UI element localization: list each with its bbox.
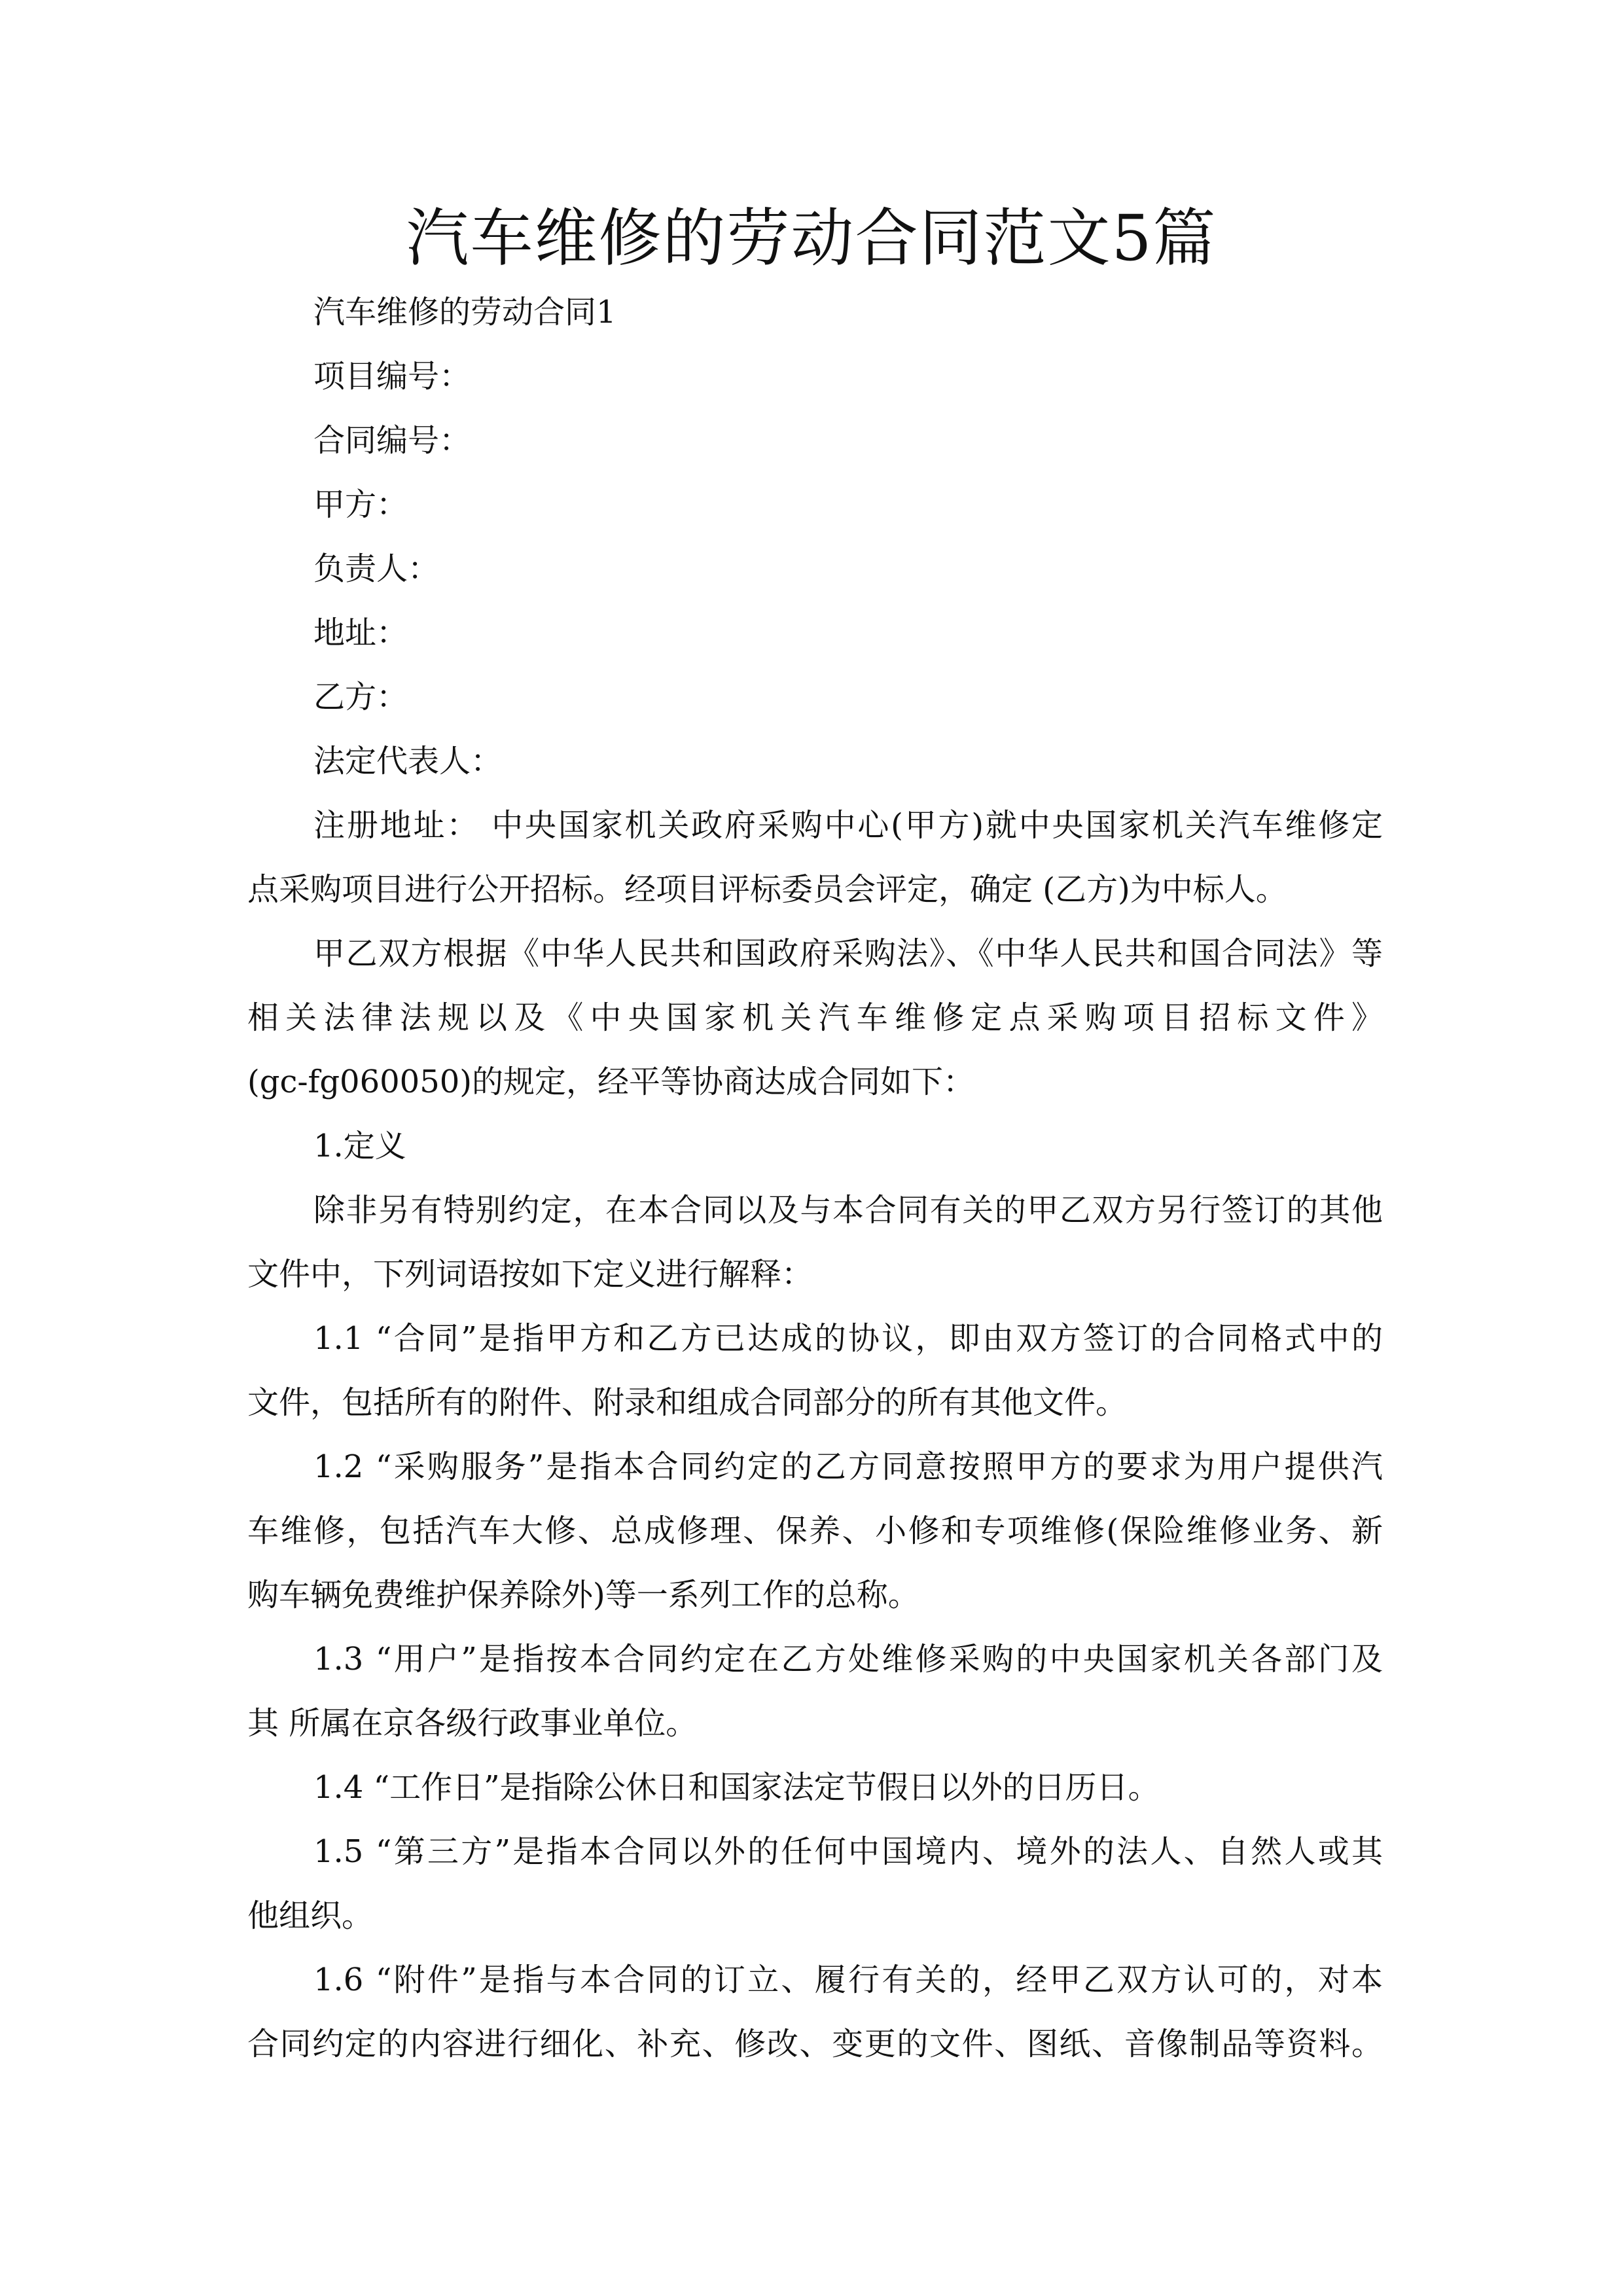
text-line: 车维修，包括汽车大修、总成修理、保养、小修和专项维修(保险维修业务、新 bbox=[247, 1513, 1383, 1549]
text-line: 负责人： bbox=[313, 550, 440, 587]
document-title: 汽车维修的劳动合同范文5篇 bbox=[406, 202, 1217, 275]
text-line: 1.3 “用户”是指按本合同约定在乙方处维修采购的中央国家机关各部门及 bbox=[313, 1641, 1383, 1677]
text-line: 1.4 “工作日”是指除公休日和国家法定节假日以外的日历日。 bbox=[313, 1769, 1160, 1806]
text-line: 他组织。 bbox=[247, 1897, 374, 1934]
text-line: 法定代表人： bbox=[313, 743, 503, 780]
text-line: 1.定义 bbox=[313, 1128, 406, 1164]
text-line: 文件中，下列词语按如下定义进行解释： bbox=[247, 1256, 813, 1293]
text-line: 除非另有特别约定，在本合同以及与本合同有关的甲乙双方另行签订的其他 bbox=[313, 1192, 1383, 1229]
text-line: 1.6 “附件”是指与本合同的订立、履行有关的，经甲乙双方认可的，对本 bbox=[313, 1962, 1383, 1998]
text-line: (gc-fg060050)的规定，经平等协商达成合同如下： bbox=[247, 1064, 975, 1100]
text-line: 甲乙双方根据《中华人民共和国政府采购法》、《中华人民共和国合同法》等 bbox=[313, 935, 1383, 972]
text-line: 合同约定的内容进行细化、补充、修改、变更的文件、图纸、音像制品等资料。 bbox=[247, 2026, 1383, 2062]
text-line: 甲方： bbox=[313, 486, 408, 523]
text-line: 汽车维修的劳动合同1 bbox=[313, 294, 616, 331]
text-line: 1.5 “第三方”是指本合同以外的任何中国境内、境外的法人、自然人或其 bbox=[313, 1833, 1383, 1870]
text-line: 地址： bbox=[313, 615, 408, 651]
text-line: 点采购项目进行公开招标。经项目评标委员会评定，确定 (乙方)为中标人。 bbox=[247, 871, 1287, 908]
text-line: 其 所属在京各级行政事业单位。 bbox=[247, 1705, 698, 1742]
text-line: 1.2 “采购服务”是指本合同约定的乙方同意按照甲方的要求为用户提供汽 bbox=[313, 1448, 1383, 1485]
document-body bbox=[247, 280, 1383, 2076]
text-line: 1.1 “合同”是指甲方和乙方已达成的协议，即由双方签订的合同格式中的 bbox=[313, 1320, 1383, 1357]
text-line: 项目编号： bbox=[313, 358, 471, 395]
text-line: 文件，包括所有的附件、附录和组成合同部分的所有其他文件。 bbox=[247, 1384, 1128, 1421]
text-line: 相关法律法规以及《中央国家机关汽车维修定点采购项目招标文件》 bbox=[247, 999, 1383, 1036]
text-line: 合同编号： bbox=[313, 422, 471, 459]
text-line: 注册地址： 中央国家机关政府采购中心(甲方)就中央国家机关汽车维修定 bbox=[313, 807, 1383, 844]
text-line: 购车辆免费维护保养除外)等一系列工作的总称。 bbox=[247, 1577, 919, 1613]
text-line: 乙方： bbox=[313, 679, 408, 715]
